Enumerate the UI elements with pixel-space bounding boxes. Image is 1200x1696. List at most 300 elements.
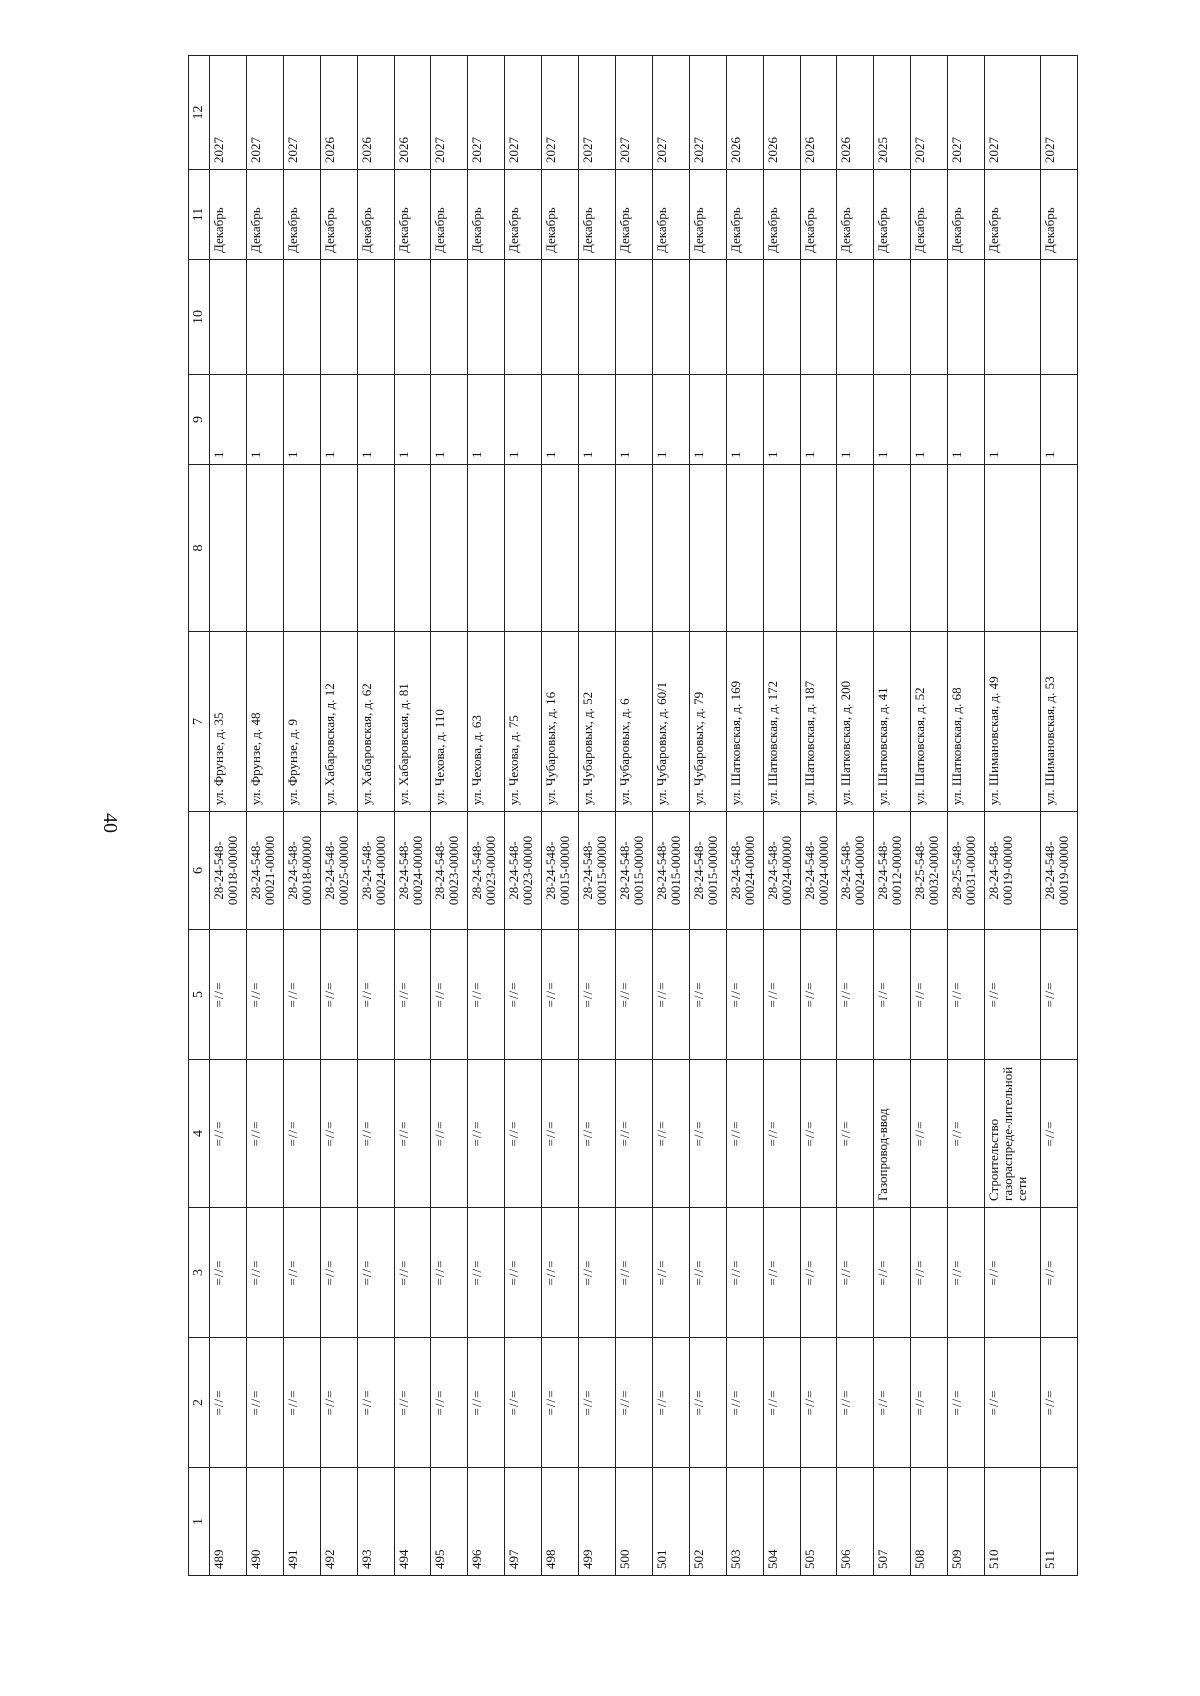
cell-col-1: 493 — [357, 1468, 394, 1576]
cell-col-6 — [615, 812, 652, 930]
cell-col-3: =//= — [837, 1208, 874, 1338]
cell-col-12: 2027 — [985, 56, 1041, 170]
cell-col-5: =//= — [246, 930, 283, 1060]
cell-col-9: 1 — [1041, 375, 1078, 465]
cell-col-1: 507 — [874, 1468, 911, 1576]
cell-col-10 — [837, 260, 874, 375]
cadastral-part-1: 28-24-548- — [653, 841, 669, 900]
cell-col-9: 1 — [505, 375, 542, 465]
cell-col-7: ул. Хабаровская, д. 81 — [394, 632, 431, 812]
cell-col-6 — [210, 812, 247, 930]
table-row — [763, 56, 800, 1576]
cell-col-10 — [726, 260, 763, 375]
cadastral-part-1: 28-24-548- — [284, 841, 300, 900]
cadastral-part-2: 00024-00000 — [741, 835, 757, 906]
cell-col-6 — [357, 812, 394, 930]
cell-col-10 — [1041, 260, 1078, 375]
cell-col-7: ул. Чубаровых, д. 60/1 — [652, 632, 689, 812]
cadastral-part-1: 28-24-548- — [358, 841, 374, 900]
cell-col-1: 491 — [283, 1468, 320, 1576]
cell-col-5: =//= — [357, 930, 394, 1060]
cell-col-10 — [800, 260, 837, 375]
cadastral-part-1: 28-24-548- — [801, 841, 817, 900]
cell-col-2: =//= — [689, 1338, 726, 1468]
table-row — [542, 56, 579, 1576]
cadastral-part-2: 00021-00000 — [261, 835, 277, 906]
cell-col-12: 2026 — [320, 56, 357, 170]
table-row — [579, 56, 616, 1576]
cell-col-7: ул. Чубаровых, д. 16 — [542, 632, 579, 812]
cell-col-3: =//= — [800, 1208, 837, 1338]
cell-col-5: =//= — [689, 930, 726, 1060]
cell-col-1: 489 — [210, 1468, 247, 1576]
cell-col-4: =//= — [283, 1060, 320, 1208]
cell-col-1: 511 — [1041, 1468, 1078, 1576]
cell-col-12: 2027 — [579, 56, 616, 170]
cell-col-7: ул. Шатковская, д. 187 — [800, 632, 837, 812]
cell-col-4: =//= — [579, 1060, 616, 1208]
column-header-1: 1 — [189, 1468, 210, 1576]
cadastral-part-1: 28-24-548- — [506, 841, 522, 900]
cell-col-6 — [1041, 812, 1078, 930]
cell-col-7: ул. Шатковская, д. 68 — [948, 632, 985, 812]
cadastral-part-2: 00018-00000 — [298, 835, 314, 906]
rotated-table-wrapper — [188, 56, 1078, 1576]
table-row — [357, 56, 394, 1576]
cell-col-3: =//= — [985, 1208, 1041, 1338]
investment-program-table — [188, 55, 1078, 1576]
cadastral-part-2: 00031-00000 — [963, 835, 979, 906]
cell-col-7: ул. Чехова, д. 75 — [505, 632, 542, 812]
cell-col-9: 1 — [283, 375, 320, 465]
cell-col-12: 2026 — [837, 56, 874, 170]
cell-col-9: 1 — [763, 375, 800, 465]
table-row — [948, 56, 985, 1576]
table-row — [283, 56, 320, 1576]
cell-col-10 — [210, 260, 247, 375]
cell-col-3: =//= — [726, 1208, 763, 1338]
cell-col-4: =//= — [542, 1060, 579, 1208]
cell-col-8 — [763, 465, 800, 632]
cell-col-10 — [652, 260, 689, 375]
cell-col-2: =//= — [579, 1338, 616, 1468]
cell-col-12: 2027 — [431, 56, 468, 170]
cell-col-2: =//= — [468, 1338, 505, 1468]
cell-col-10 — [431, 260, 468, 375]
cell-col-6 — [874, 812, 911, 930]
cell-col-1: 508 — [911, 1468, 948, 1576]
cell-col-11: Декабрь — [726, 170, 763, 260]
cell-col-2: =//= — [283, 1338, 320, 1468]
cell-col-3: =//= — [763, 1208, 800, 1338]
cell-col-4: Газопровод-ввод — [874, 1060, 911, 1208]
cell-col-10 — [689, 260, 726, 375]
cell-col-8 — [911, 465, 948, 632]
cell-col-7: ул. Чубаровых, д. 6 — [615, 632, 652, 812]
cell-col-11: Декабрь — [837, 170, 874, 260]
cell-col-6 — [283, 812, 320, 930]
cadastral-part-2: 00023-00000 — [446, 835, 462, 906]
cell-col-10 — [874, 260, 911, 375]
cadastral-part-2: 00024-00000 — [815, 835, 831, 906]
cell-col-7: ул. Шатковская, д. 172 — [763, 632, 800, 812]
cell-col-12: 2027 — [689, 56, 726, 170]
cell-col-4: =//= — [726, 1060, 763, 1208]
cell-col-9: 1 — [210, 375, 247, 465]
cell-col-12: 2026 — [394, 56, 431, 170]
cadastral-part-1: 28-25-548- — [949, 841, 965, 900]
cell-col-2: =//= — [800, 1338, 837, 1468]
cell-col-2: =//= — [726, 1338, 763, 1468]
column-header-10: 10 — [189, 260, 210, 375]
cell-col-8 — [726, 465, 763, 632]
cell-col-2: =//= — [246, 1338, 283, 1468]
cell-col-3: =//= — [320, 1208, 357, 1338]
cell-col-7: ул. Шимановская, д. 49 — [985, 632, 1041, 812]
cell-col-11: Декабрь — [283, 170, 320, 260]
cell-col-11: Декабрь — [542, 170, 579, 260]
cell-col-3: =//= — [615, 1208, 652, 1338]
cell-col-12: 2027 — [468, 56, 505, 170]
cell-col-6 — [763, 812, 800, 930]
cell-col-6 — [800, 812, 837, 930]
cadastral-part-1: 28-24-548- — [838, 841, 854, 900]
cell-col-8 — [652, 465, 689, 632]
cadastral-part-2: 00012-00000 — [889, 835, 905, 906]
cell-col-11: Декабрь — [985, 170, 1041, 260]
column-header-3: 3 — [189, 1208, 210, 1338]
cadastral-part-1: 28-24-548- — [321, 841, 337, 900]
cell-col-6 — [468, 812, 505, 930]
column-header-9: 9 — [189, 375, 210, 465]
cell-col-5: =//= — [652, 930, 689, 1060]
cell-col-11: Декабрь — [874, 170, 911, 260]
cell-col-9: 1 — [874, 375, 911, 465]
cell-col-1: 502 — [689, 1468, 726, 1576]
cell-col-10 — [320, 260, 357, 375]
cell-col-5: =//= — [615, 930, 652, 1060]
cell-col-3: =//= — [468, 1208, 505, 1338]
cell-col-3: =//= — [431, 1208, 468, 1338]
cell-col-6 — [542, 812, 579, 930]
cadastral-part-2: 00024-00000 — [852, 835, 868, 906]
cell-col-5: =//= — [468, 930, 505, 1060]
table-row — [468, 56, 505, 1576]
cell-col-11: Декабрь — [652, 170, 689, 260]
table-row — [874, 56, 911, 1576]
cell-col-12: 2026 — [800, 56, 837, 170]
cell-col-6 — [948, 812, 985, 930]
cell-col-7: ул. Чубаровых, д. 79 — [689, 632, 726, 812]
cell-col-11: Декабрь — [800, 170, 837, 260]
cell-col-12: 2026 — [726, 56, 763, 170]
cell-col-8 — [505, 465, 542, 632]
cell-col-7: ул. Фрунзе, д. 35 — [210, 632, 247, 812]
cell-col-3: =//= — [652, 1208, 689, 1338]
cell-col-4: Строительство газораспреде-лительной сети — [985, 1060, 1041, 1208]
cadastral-part-1: 28-24-548- — [690, 841, 706, 900]
table-row — [652, 56, 689, 1576]
cell-col-2: =//= — [542, 1338, 579, 1468]
cadastral-part-2: 00019-00000 — [1056, 835, 1072, 906]
cell-col-2: =//= — [357, 1338, 394, 1468]
cell-col-6 — [652, 812, 689, 930]
cadastral-part-2: 00024-00000 — [778, 835, 794, 906]
cell-col-12: 2027 — [542, 56, 579, 170]
cell-col-7: ул. Чубаровых, д. 52 — [579, 632, 616, 812]
table-row — [505, 56, 542, 1576]
cadastral-part-2: 00024-00000 — [409, 835, 425, 906]
cell-col-2: =//= — [615, 1338, 652, 1468]
cadastral-part-1: 28-24-548- — [875, 841, 891, 900]
cell-col-12: 2027 — [246, 56, 283, 170]
cell-col-3: =//= — [283, 1208, 320, 1338]
cell-col-2: =//= — [431, 1338, 468, 1468]
cell-col-9: 1 — [615, 375, 652, 465]
cell-col-8 — [615, 465, 652, 632]
table-row — [689, 56, 726, 1576]
table-row — [985, 56, 1041, 1576]
cell-col-2: =//= — [837, 1338, 874, 1468]
cell-col-4: =//= — [615, 1060, 652, 1208]
table-row — [394, 56, 431, 1576]
column-header-8: 8 — [189, 465, 210, 632]
cell-col-4: =//= — [320, 1060, 357, 1208]
cell-col-7: ул. Шатковская, д. 52 — [911, 632, 948, 812]
cell-col-4: =//= — [357, 1060, 394, 1208]
cell-col-2: =//= — [505, 1338, 542, 1468]
cell-col-4: =//= — [505, 1060, 542, 1208]
cell-col-8 — [689, 465, 726, 632]
cadastral-part-1: 28-24-548- — [580, 841, 596, 900]
cell-col-3: =//= — [394, 1208, 431, 1338]
cell-col-4: =//= — [1041, 1060, 1078, 1208]
cell-col-7: ул. Хабаровская, д. 62 — [357, 632, 394, 812]
cell-col-2: =//= — [210, 1338, 247, 1468]
cell-col-3: =//= — [579, 1208, 616, 1338]
cell-col-4: =//= — [763, 1060, 800, 1208]
cell-col-8 — [246, 465, 283, 632]
cell-col-3: =//= — [689, 1208, 726, 1338]
cell-col-9: 1 — [800, 375, 837, 465]
cell-col-8 — [874, 465, 911, 632]
cell-col-1: 496 — [468, 1468, 505, 1576]
cell-col-9: 1 — [652, 375, 689, 465]
cell-col-3: =//= — [948, 1208, 985, 1338]
cell-col-9: 1 — [948, 375, 985, 465]
cell-col-4: =//= — [394, 1060, 431, 1208]
cell-col-3: =//= — [357, 1208, 394, 1338]
cell-col-2: =//= — [874, 1338, 911, 1468]
cell-col-1: 503 — [726, 1468, 763, 1576]
table-body — [210, 56, 1078, 1576]
cell-col-8 — [357, 465, 394, 632]
cell-col-11: Декабрь — [615, 170, 652, 260]
cell-col-10 — [283, 260, 320, 375]
column-header-2: 2 — [189, 1338, 210, 1468]
cadastral-part-2: 00015-00000 — [594, 835, 610, 906]
cell-col-2: =//= — [763, 1338, 800, 1468]
column-header-5: 5 — [189, 930, 210, 1060]
cell-col-6 — [726, 812, 763, 930]
column-header-6: 6 — [189, 812, 210, 930]
cell-col-9: 1 — [726, 375, 763, 465]
cell-col-10 — [246, 260, 283, 375]
cell-col-8 — [283, 465, 320, 632]
cell-col-5: =//= — [283, 930, 320, 1060]
cell-col-4: =//= — [468, 1060, 505, 1208]
cell-col-6 — [985, 812, 1041, 930]
cell-col-6 — [246, 812, 283, 930]
cell-col-4: =//= — [837, 1060, 874, 1208]
table-row — [431, 56, 468, 1576]
cell-col-4: =//= — [911, 1060, 948, 1208]
cell-col-8 — [210, 465, 247, 632]
cadastral-part-1: 28-24-548- — [432, 841, 448, 900]
cell-col-10 — [542, 260, 579, 375]
cell-col-5: =//= — [763, 930, 800, 1060]
cadastral-part-2: 00015-00000 — [557, 835, 573, 906]
cell-col-12: 2027 — [1041, 56, 1078, 170]
cell-col-11: Декабрь — [579, 170, 616, 260]
table-row — [726, 56, 763, 1576]
cell-col-8 — [542, 465, 579, 632]
cell-col-1: 500 — [615, 1468, 652, 1576]
cell-col-11: Декабрь — [210, 170, 247, 260]
table-row — [911, 56, 948, 1576]
cell-col-12: 2025 — [874, 56, 911, 170]
table-row — [210, 56, 247, 1576]
cell-col-2: =//= — [320, 1338, 357, 1468]
cell-col-5: =//= — [985, 930, 1041, 1060]
cell-col-7: ул. Шатковская, д. 200 — [837, 632, 874, 812]
cadastral-part-2: 00025-00000 — [335, 835, 351, 906]
cell-col-10 — [579, 260, 616, 375]
cell-col-1: 494 — [394, 1468, 431, 1576]
cell-col-11: Декабрь — [911, 170, 948, 260]
cadastral-part-2: 00024-00000 — [372, 835, 388, 906]
cell-col-1: 495 — [431, 1468, 468, 1576]
cadastral-part-2: 00023-00000 — [520, 835, 536, 906]
cell-col-5: =//= — [579, 930, 616, 1060]
cell-col-5: =//= — [542, 930, 579, 1060]
cell-col-4: =//= — [210, 1060, 247, 1208]
cell-col-2: =//= — [652, 1338, 689, 1468]
cadastral-part-2: 00015-00000 — [704, 835, 720, 906]
cadastral-part-1: 28-25-548- — [912, 841, 928, 900]
cell-col-11: Декабрь — [948, 170, 985, 260]
cell-col-5: =//= — [210, 930, 247, 1060]
cell-col-8 — [320, 465, 357, 632]
cell-col-1: 501 — [652, 1468, 689, 1576]
cell-col-8 — [837, 465, 874, 632]
cell-col-11: Декабрь — [468, 170, 505, 260]
cell-col-2: =//= — [394, 1338, 431, 1468]
cell-col-4: =//= — [246, 1060, 283, 1208]
cell-col-4: =//= — [431, 1060, 468, 1208]
column-header-11: 11 — [189, 170, 210, 260]
cell-col-7: ул. Шимановская, д. 53 — [1041, 632, 1078, 812]
cell-col-1: 497 — [505, 1468, 542, 1576]
cell-col-9: 1 — [320, 375, 357, 465]
table-row — [320, 56, 357, 1576]
cell-col-12: 2027 — [505, 56, 542, 170]
cell-col-9: 1 — [394, 375, 431, 465]
cell-col-9: 1 — [357, 375, 394, 465]
cell-col-5: =//= — [726, 930, 763, 1060]
cell-col-5: =//= — [431, 930, 468, 1060]
cell-col-10 — [985, 260, 1041, 375]
cell-col-7: ул. Фрунзе, д. 48 — [246, 632, 283, 812]
cell-col-11: Декабрь — [763, 170, 800, 260]
cell-col-9: 1 — [689, 375, 726, 465]
cell-col-10 — [468, 260, 505, 375]
table-row — [837, 56, 874, 1576]
table-row — [1041, 56, 1078, 1576]
cell-col-12: 2027 — [283, 56, 320, 170]
cell-col-7: ул. Фрунзе, д. 9 — [283, 632, 320, 812]
cell-col-6 — [837, 812, 874, 930]
cell-col-3: =//= — [210, 1208, 247, 1338]
cadastral-part-2: 00015-00000 — [630, 835, 646, 906]
cell-col-5: =//= — [394, 930, 431, 1060]
cell-col-7: ул. Шатковская, д. 41 — [874, 632, 911, 812]
cadastral-part-2: 00023-00000 — [483, 835, 499, 906]
cell-col-10 — [911, 260, 948, 375]
cell-col-6 — [320, 812, 357, 930]
cell-col-4: =//= — [800, 1060, 837, 1208]
cell-col-8 — [431, 465, 468, 632]
cell-col-2: =//= — [985, 1338, 1041, 1468]
table-row — [800, 56, 837, 1576]
cell-col-3: =//= — [505, 1208, 542, 1338]
cell-col-5: =//= — [320, 930, 357, 1060]
cell-col-12: 2026 — [763, 56, 800, 170]
cell-col-5: =//= — [837, 930, 874, 1060]
cell-col-3: =//= — [542, 1208, 579, 1338]
cell-col-1: 498 — [542, 1468, 579, 1576]
cell-col-5: =//= — [948, 930, 985, 1060]
cadastral-part-1: 28-24-548- — [986, 841, 1002, 900]
cadastral-part-1: 28-24-548- — [247, 841, 263, 900]
cell-col-11: Декабрь — [689, 170, 726, 260]
cell-col-3: =//= — [874, 1208, 911, 1338]
cell-col-7: ул. Чехова, д. 63 — [468, 632, 505, 812]
cell-col-1: 492 — [320, 1468, 357, 1576]
cell-col-8 — [394, 465, 431, 632]
cadastral-part-2: 00032-00000 — [926, 835, 942, 906]
cell-col-5: =//= — [505, 930, 542, 1060]
table-row — [246, 56, 283, 1576]
cell-col-1: 499 — [579, 1468, 616, 1576]
cell-col-12: 2027 — [911, 56, 948, 170]
column-header-7: 7 — [189, 632, 210, 812]
cell-col-10 — [763, 260, 800, 375]
cell-col-6 — [431, 812, 468, 930]
page-number: 40 — [99, 813, 121, 833]
cadastral-part-1: 28-24-548- — [211, 841, 226, 900]
cell-col-6 — [505, 812, 542, 930]
column-header-4: 4 — [189, 1060, 210, 1208]
cell-col-12: 2026 — [357, 56, 394, 170]
column-header-12: 12 — [189, 56, 210, 170]
cell-col-1: 505 — [800, 1468, 837, 1576]
cell-col-3: =//= — [911, 1208, 948, 1338]
cell-col-3: =//= — [246, 1208, 283, 1338]
cell-col-10 — [357, 260, 394, 375]
cell-col-12: 2027 — [210, 56, 247, 170]
cell-col-6 — [911, 812, 948, 930]
